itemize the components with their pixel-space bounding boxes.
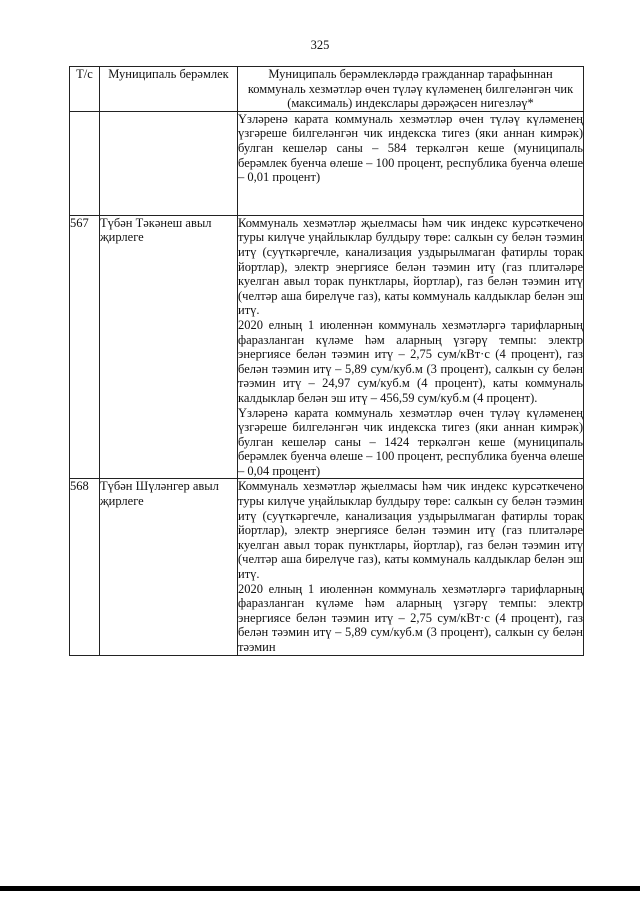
tariff-table [69,66,584,656]
header-municipality: Муниципаль берәмлек [100,67,238,112]
header-justification: Муниципаль берәмлекләрдә гражданнар тарафыннан коммуналь хезмәтләр өчен түләү күләменең билгеләнгән чик (максималь) индекслары дәрәҗәсен нигезләү* [238,67,584,112]
table-row [70,215,584,479]
row-number: 568 [70,479,100,655]
row-municipality: Түбән Шүләнгер авыл җирлеге [100,479,238,655]
row-paragraph: Үзләренә карата коммуналь хезмәтләр өчен түләү күләменең үзгәреше билгеләнгән чик индекска тигез (яки аннан кимрәк) булган кешеләр саны – 1424 теркәлгән кеше (муниципаль берәмлек буенча өлеше – 100 процент, республика буенча өлеше – 0,04 процент) [238,405,583,478]
row-paragraph: 2020 елның 1 июленнән коммуналь хезмәтләргә тарифларның фаразланган күләме һәм аларның үзгәрү темпы: электр энергиясе белән тәэмин итү – 2,75 сум/кВт·с (4 процент), газ белән тәэмин итү – 5,89 сум/куб.м (3 процент), салкын су белән тәэмин [238,581,583,654]
table-row [70,479,584,655]
row-text [238,479,584,655]
row-municipality [100,111,238,215]
page-bottom-border [0,886,640,891]
row-number: 567 [70,215,100,479]
row-number [70,111,100,215]
row-paragraph: Коммуналь хезмәтләр җыелмасы һәм чик индекс курсәткечено туры килүче уңайлыклар булдыру төре: салкын су белән тәэмин итү (суүткәргечле, канализация уздырылмаган фатирлы торак йортлар), электр энергиясе белән тәэмин итү (газ плитәләре куелган авыл торак пунктлары, йортлар), газ белән тәэмин итү (челтәр аша бирелүче газ), каты коммуналь калдыклар белән эш итү. [238,479,583,582]
table-header-row [70,67,584,112]
row-paragraph: Үзләренә карата коммуналь хезмәтләр өчен түләү күләменең үзгәреше билгеләнгән чик индекска тигез (яки аннан кимрәк) булган кешеләр саны – 584 теркәлгән кеше (муниципаль берәмлек буенча өлеше – 100 процент, республика буенча өлеше – 0,01 процент) [238,111,583,185]
table-row [70,111,584,215]
row-municipality: Түбән Тәкәнеш авыл җирлеге [100,215,238,479]
row-text [238,111,584,215]
row-text [238,215,584,479]
page-number: 325 [310,38,330,52]
row-paragraph: 2020 елның 1 июленнән коммуналь хезмәтләргә тарифларның фаразланган күләме һәм аларның үзгәрү темпы: электр энергиясе белән тәэмин итү – 2,75 сум/кВт·с (4 процент), газ белән тәэмин итү – 5,89 сум/куб.м (3 процент), салкын су белән тәэмин итү – 24,97 сум/куб.м (4 процент), каты коммуналь калдыклар белән эш итү – 456,59 сум/куб.м (4 процент). [238,317,583,405]
row-paragraph: Коммуналь хезмәтләр җыелмасы һәм чик индекс курсәткечено туры килүче уңайлыклар булдыру төре: салкын су белән тәэмин итү (суүткәргечле, канализация уздырылмаган фатирлы торак йортлар), электр энергиясе белән тәэмин итү (газ плитәләре куелган авыл торак пунктлары, йортлар), газ белән тәэмин итү (челтәр аша бирелүче газ), каты коммуналь калдыклар белән эш итү. [238,215,583,318]
header-number: Т/с [70,67,100,112]
